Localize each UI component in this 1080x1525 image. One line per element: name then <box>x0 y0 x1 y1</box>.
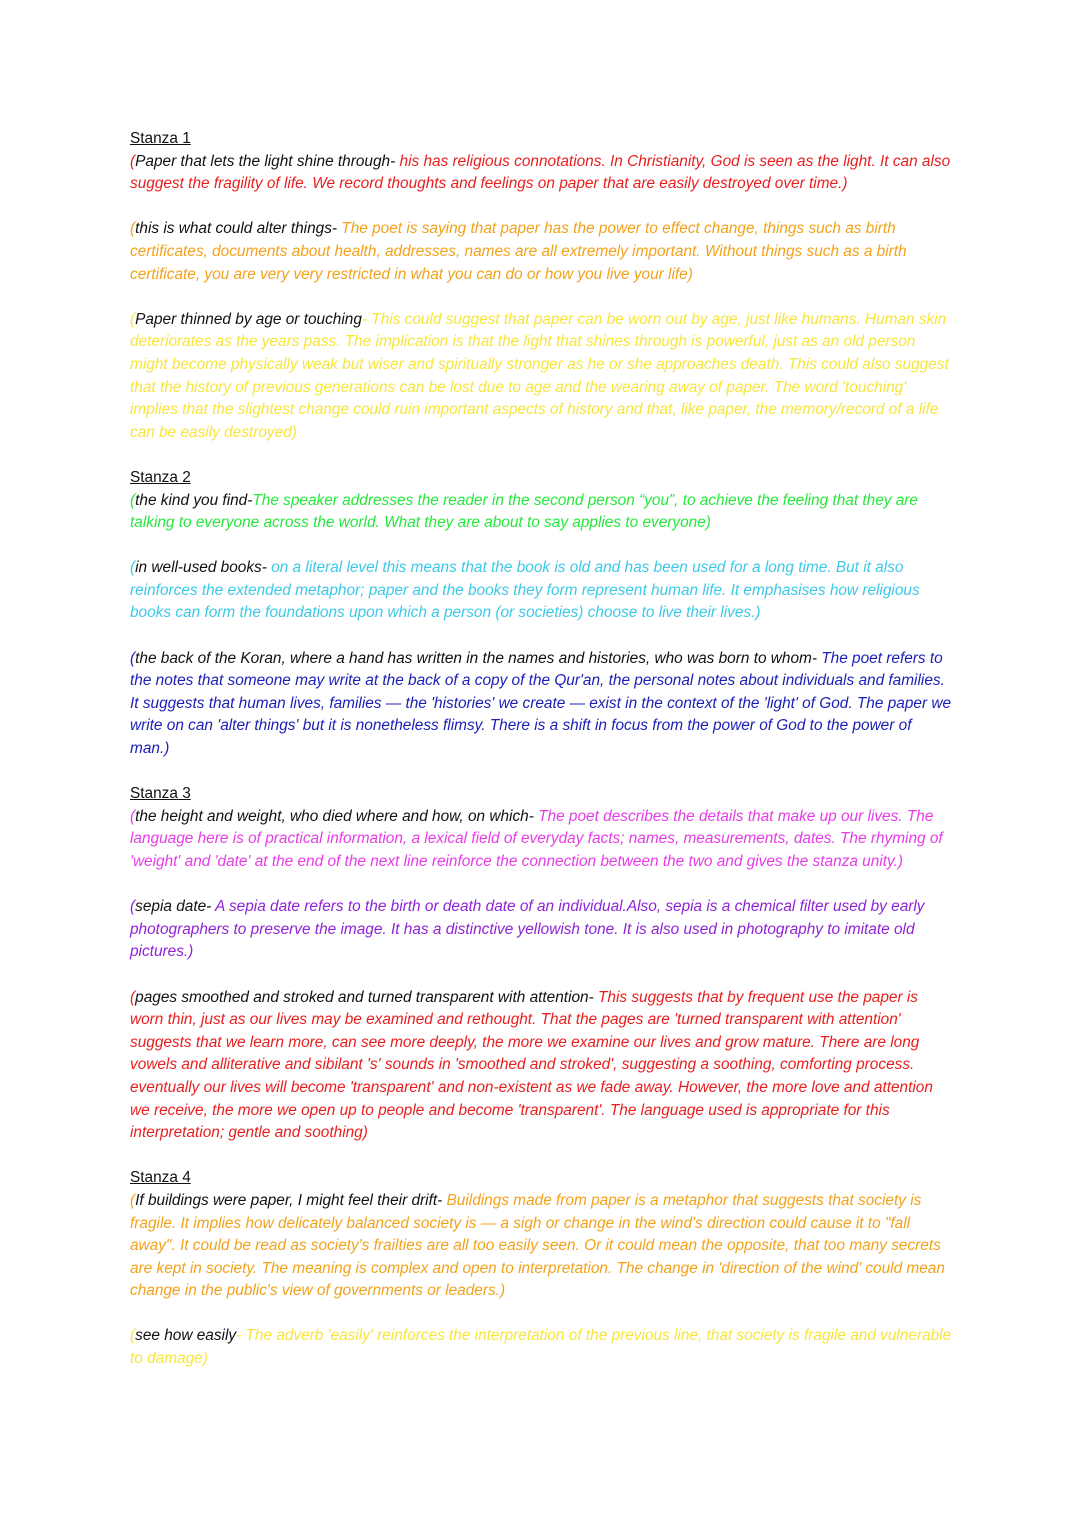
annotation-note <box>130 1190 952 1303</box>
annotation-note <box>130 1325 952 1370</box>
annotation-comment: The poet is saying that paper has the power to effect change, things such as birth certificates, documents about health, addresses, names are all extremely important. Without things such as a birth certificate, you are very very restricted in what you can do or how you live your life) <box>130 220 907 283</box>
poem-quote: Paper that lets the light shine through- <box>135 152 396 170</box>
open-bracket: ( <box>130 807 136 825</box>
annotation-note <box>130 557 952 625</box>
poem-quote: in well-used books- <box>135 559 267 577</box>
stanza-heading: Stanza 2 <box>130 468 191 486</box>
stanza-heading: Stanza 4 <box>130 1169 191 1187</box>
open-bracket: ( <box>130 310 136 328</box>
open-bracket: ( <box>130 152 136 170</box>
annotation-document <box>130 128 952 1393</box>
poem-quote: the kind you find- <box>135 491 253 509</box>
open-bracket: ( <box>130 1327 136 1345</box>
annotation-comment: Buildings made from paper is a metaphor that suggests that society is fragile. It implies how delicately balanced society is — a sigh or change in the wind's direction could cause it to "fall away". It could be read as society's frailties are all too easily seen. Or it could mean the opposite, that too many secrets are kept in society. The meaning is complex and open to interpretation. The change in 'direction of the wind' could mean change in the public's view of governments or leaders.) <box>130 1191 945 1300</box>
annotation-note <box>130 309 952 445</box>
annotation-note <box>130 218 952 286</box>
annotation-note <box>130 151 952 196</box>
poem-quote: Paper thinned by age or touching <box>135 310 362 328</box>
annotation-comment: The poet describes the details that make up our lives. The language here is of practical information, a lexical field of everyday facts; names, measurements, dates. The rhyming of 'weight' and 'date' at the end of the next line reinforce the connection between the two and gives the stanza unity.) <box>130 807 943 870</box>
poem-quote: the height and weight, who died where and how, on which- <box>135 807 534 825</box>
stanza-section <box>130 1167 952 1370</box>
annotation-comment: - The adverb 'easily' reinforces the interpretation of the previous line, that society is fragile and vulnerable to damage) <box>130 1327 952 1368</box>
open-bracket: ( <box>130 491 136 509</box>
poem-quote: this is what could alter things- <box>135 220 338 238</box>
open-bracket: ( <box>130 898 136 916</box>
annotation-note <box>130 648 952 761</box>
open-bracket: ( <box>130 988 136 1006</box>
poem-quote: sepia date- <box>135 898 212 916</box>
stanza-heading: Stanza 1 <box>130 130 191 147</box>
annotation-note <box>130 806 952 874</box>
annotation-comment: his has religious connotations. In Christianity, God is seen as the light. It can also suggest the fragility of life. We record thoughts and feelings on paper that are easily destroyed over time.) <box>130 152 951 193</box>
open-bracket: ( <box>130 1191 136 1209</box>
poem-quote: see how easily <box>135 1327 237 1345</box>
poem-quote: the back of the Koran, where a hand has written in the names and histories, who was born to whom- <box>135 649 817 667</box>
stanza-section <box>130 467 952 761</box>
annotation-note <box>130 896 952 964</box>
open-bracket: ( <box>130 649 136 667</box>
stanza-heading: Stanza 3 <box>130 785 191 803</box>
annotation-note <box>130 490 952 535</box>
poem-quote: If buildings were paper, I might feel their drift- <box>135 1191 443 1209</box>
annotation-comment: - This could suggest that paper can be worn out by age, just like humans. Human skin deteriorates as the years pass. The implication is that the light that shines through is powerful, just as an old person might become physically weak but wiser and spiritually stronger as he or she approaches death. This could also suggest that the history of previous generations can be lost due to age and the wearing away of paper. The word 'touching' implies that the slightest change could ruin important aspects of history and that, like paper, the memory/record of a life can be easily destroyed) <box>130 310 949 441</box>
poem-quote: pages smoothed and stroked and turned transparent with attention- <box>135 988 594 1006</box>
open-bracket: ( <box>130 220 136 238</box>
annotation-comment: on a literal level this means that the book is old and has been used for a long time. But it also reinforces the extended metaphor; paper and the books they form represent human life. It emphasises how religious books can form the foundations upon which a person (or societies) choose to live their lives.) <box>130 559 920 622</box>
annotation-note <box>130 987 952 1145</box>
open-bracket: ( <box>130 559 136 577</box>
stanza-section <box>130 783 952 1145</box>
annotation-comment: The speaker addresses the reader in the second person “you”, to achieve the feeling that they are talking to everyone across the world. What they are about to say applies to everyone) <box>130 491 918 532</box>
annotation-comment: The poet refers to the notes that someone may write at the back of a copy of the Qur'an, the personal notes about individuals and families. It suggests that human lives, families — the 'histories' we create — exist in the context of the 'light' of God. The paper we write on can 'alter things' but it is nonetheless flimsy. There is a shift in focus from the power of God to the power of man.) <box>130 649 952 758</box>
annotation-comment: This suggests that by frequent use the paper is worn thin, just as our lives may be examined and rethought. That the pages are 'turned transparent with attention' suggests that we learn more, can see more deeply, the more we examine our lives and grow mature. There are long vowels and alliterative and sibilant 's' sounds in 'smoothed and stroked', suggesting a soothing, comforting process. eventually our lives will become 'transparent' and non-existent as we fade away. However, the more love and attention we receive, the more we open up to people and become 'transparent'. The language used is appropriate for this interpretation; gentle and soothing) <box>130 988 933 1142</box>
stanza-section <box>130 128 952 444</box>
annotation-comment: A sepia date refers to the birth or death date of an individual.Also, sepia is a chemical filter used by early photographers to preserve the image. It has a distinctive yellowish tone. It is also used in photography to imitate old pictures.) <box>130 898 925 961</box>
